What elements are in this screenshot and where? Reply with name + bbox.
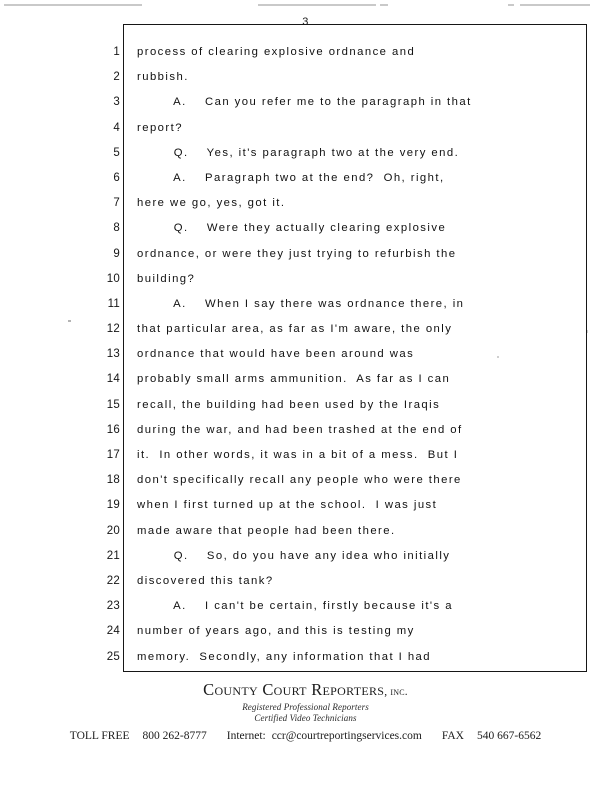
- line-number: 5: [113, 146, 120, 159]
- transcript-line: don't specifically recall any people who were there: [137, 474, 462, 487]
- transcript-body: [137, 24, 582, 672]
- transcript-line: building?: [137, 272, 196, 285]
- line-number: 20: [106, 524, 120, 537]
- transcript-line: when I first turned up at the school. I was just: [137, 499, 438, 512]
- reporting-firm-name: [0, 680, 611, 702]
- transcript-line: made aware that people had been there.: [137, 524, 396, 537]
- toll-free-label: TOLL FREE: [69, 730, 130, 742]
- transcript-line: that particular area, as far as I'm aware, the only: [137, 323, 453, 336]
- line-number: 2: [113, 71, 120, 84]
- transcript-line: it. In other words, it was in a bit of a mess. But I: [137, 449, 459, 461]
- transcript-line: ordnance, or were they just trying to refurbish the: [137, 247, 457, 260]
- line-number: 11: [107, 297, 120, 310]
- firm-tagline-registered: Registered Professional Reporters: [242, 702, 369, 712]
- transcript-line: discovered this tank?: [137, 574, 274, 587]
- transcript-line: Q. Yes, it's paragraph two at the very end.: [137, 146, 460, 159]
- line-number: 7: [113, 197, 120, 210]
- line-number: 1: [113, 46, 120, 58]
- transcript-line: here we go, yes, got it.: [137, 197, 286, 210]
- transcript-line: number of years ago, and this is testing my: [137, 625, 415, 638]
- transcript-line: memory. Secondly, any information that I had: [137, 650, 432, 663]
- transcript-line: process of clearing explosive ordnance and: [137, 46, 416, 58]
- internet-label: Internet:: [226, 730, 266, 742]
- line-number: 15: [106, 398, 120, 411]
- line-number: 25: [106, 650, 120, 663]
- line-number: 18: [106, 474, 120, 487]
- line-number: 8: [113, 222, 120, 235]
- transcript-line: report?: [137, 121, 183, 134]
- line-number: 19: [106, 499, 120, 512]
- line-number-gutter: [88, 24, 120, 672]
- transcript-line: Q. So, do you have any idea who initially: [137, 549, 451, 562]
- transcript-line: A. When I say there was ordnance there, in: [137, 297, 465, 310]
- transcript-line: recall, the building had been used by the Iraqis: [137, 398, 441, 411]
- firm-email[interactable]: ccr@courtreportingservices.com: [271, 730, 422, 742]
- toll-free-number: 800 262-8777: [142, 730, 207, 742]
- firm-name-text: County Court Reporters: [203, 680, 385, 699]
- line-number: 24: [106, 625, 120, 638]
- line-number: 12: [106, 323, 120, 336]
- transcript-line: A. Can you refer me to the paragraph in that: [137, 96, 472, 109]
- line-number: 16: [106, 423, 120, 436]
- firm-tagline-certified: Certified Video Technicians: [254, 712, 357, 723]
- line-number: 10: [106, 272, 120, 285]
- transcript-line: probably small arms ammunition. As far as I can: [137, 373, 451, 386]
- transcript-line: A. Paragraph two at the end? Oh, right,: [137, 171, 445, 184]
- line-number: 21: [106, 549, 120, 562]
- line-number: 13: [106, 348, 120, 361]
- firm-name-suffix: , inc.: [384, 686, 408, 698]
- fax-number: 540 667-6562: [476, 730, 542, 742]
- line-number: 14: [106, 373, 120, 386]
- line-number: 17: [106, 449, 120, 461]
- line-number: 22: [106, 574, 120, 587]
- transcript-line: Q. Were they actually clearing explosive: [137, 222, 447, 235]
- line-number: 3: [113, 96, 120, 109]
- transcript-line: ordnance that would have been around was: [137, 348, 415, 361]
- transcript-line: during the war, and had been trashed at the end of: [137, 423, 463, 436]
- line-number: 4: [113, 121, 120, 134]
- transcript-line: A. I can't be certain, firstly because it's a: [137, 600, 453, 613]
- line-number: 6: [113, 171, 120, 184]
- firm-contact-row: [0, 730, 611, 742]
- line-number: 9: [113, 247, 120, 260]
- fax-label: FAX: [441, 730, 464, 742]
- page-footer: [0, 680, 611, 742]
- transcript-line: rubbish.: [137, 71, 189, 84]
- line-number: 23: [106, 600, 120, 613]
- page-number: 3: [302, 16, 309, 28]
